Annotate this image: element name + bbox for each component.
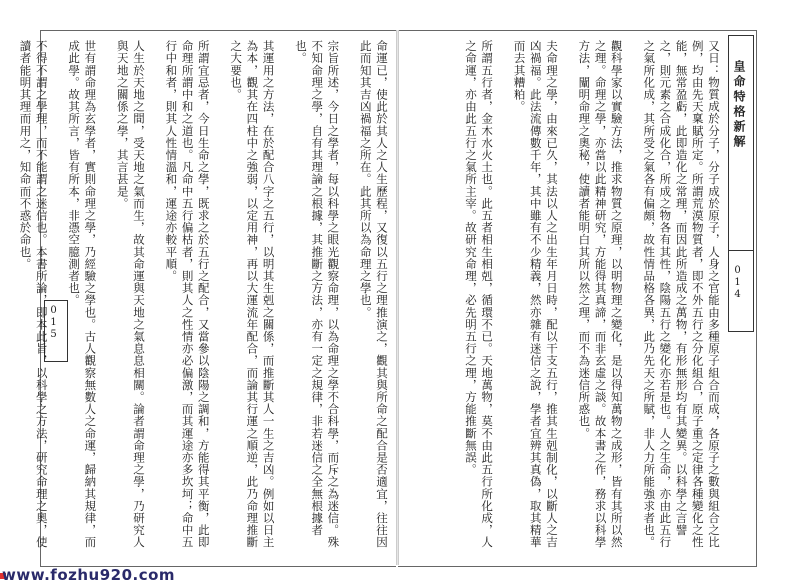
page-number-right: 014 (732, 265, 743, 301)
book-title: 皇命特格新解 (732, 60, 746, 150)
right-page-body: 又日：物質成於分子，分子成於原子，人身之官能由多種原子組合而成，各原子之數與組合之比例，均由先天稟賦所定。所謂荒漠物質者，即不外五行之分化組合，原子重之定律各種變化之性能，無常盈虧，此即造化之常理，而因此所造成之萬物，有形無形均有其變異。以科學之言譬之，則元素之合成化合，所成之物各有其性，陰陽五行之變化亦若是也。人之生命，亦由此五行之氣所化成，其所受之氣各有偏頗，故性情品格各異，此乃先天之所賦，非人力所能強求者也。 觀科學家以實驗方法，推求物質之原理，以明物理之變化，是以得知萬物之成形，皆有其所以然之理。命理之學，亦當以此精神研究，方能得其真諦，而非玄虛之談。故本書之作，務求以科學方法，闡明命理之奧秘，使讀者能明白其所以然之理，而不為迷信所惑也。 夫命理之學，由來已久，其法以人之出生年月日時，配以干支五行，推其生剋制化，以斷人之吉凶禍福。此法流傳數千年，其中雖有不少精義，然亦雜有迷信之說，學者宜辨其真偽，取其精華而去其糟粕。 所謂五行者，金木水火土也。此五者相生相剋，循環不已。天地萬物，莫不由此五行所化成，人之命運，亦由此五行之氣所主宰。故研究命理，必先明五行之理，方能推斷無誤。 (463, 40, 721, 549)
page-number-left: 015 (48, 305, 59, 341)
site-watermark[interactable]: www.fozhu920.com (2, 566, 176, 584)
left-page-body: 命運已，使此於其人之人生歷程，又復以五行之理推演之，觀其與所命之配合是否適宜，往往因此而知其吉凶禍福之所在。此其所以為命理之學也。 宗旨所述，今日之學者，每以科學之眼光觀察命理，以為命理之學不合科學，而斥之為迷信。殊不知命理之學，自有其理論之根據，其推斷之方法，亦有一定之規律，非若迷信之全無根據者也。 其運用之方法，在於配合八字之五行，以明其生剋之關係，而推斷其人一生之吉凶。例如以日主為本，觀其在四柱中之強弱，以定用神，再以大運流年配合，而論其行運之順逆，此乃命理推斷之大要也。 所謂宜忌者，今日生命之學，既求之於五行之配合，又當參以陰陽之調和，方能得其平衡，此即命理所謂中和之道也。凡命中五行偏枯者，則其人之性情亦必偏激，而其運途亦多坎坷；命中五行中和者，則其人性情溫和，運途亦較平順。 人生於天地之間，受天地之氣而生，故其命運與天地之氣息息相關。論者謂命理之學，乃研究人與天地之關係之學，其言甚是。 世有謂命理為玄學者，實則命理之學，乃經驗之學也。古人觀察無數人之命運，歸納其規律，而成此學。故其所言，皆有所本，非憑空臆測者也。 不得不謂之學理，而不能謂之迷信也。本書所論，即本此旨，以科學之方法，研究命理之奧，使讀者能明其理而用之，知命而不惑於命也。 (18, 40, 389, 549)
book-gutter (396, 30, 399, 565)
